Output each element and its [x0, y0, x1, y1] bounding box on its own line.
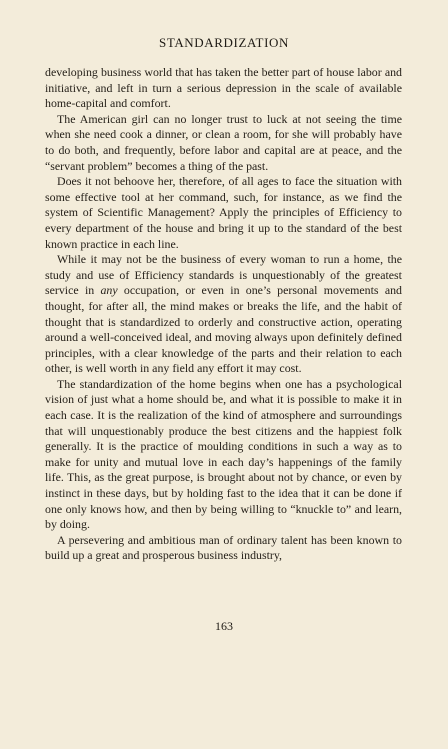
- body-text: [45, 65, 402, 564]
- paragraph-american-girl: The American girl can no longer trust to luck at not seeing the time when she need cook a dinner, or clean a room, for she will probably have to do both, and frequently, before labor and capital are at peace, and the “servant problem” becomes a thing of the past.: [45, 111, 402, 173]
- paragraph-efficiency-standards: [45, 252, 402, 377]
- paragraph-text-before: While it may not be the business of every woman to run a home, the study and use of Efficiency standards is unquestionably of the greatest service in: [45, 252, 402, 298]
- paragraph-persevering-man: A persevering and ambitious man of ordinary talent has been known to build up a great and prosperous business industry,: [45, 532, 402, 563]
- paragraph-text-after: occupation, or even in one’s personal movements and thought, for after all, the mind makes or breaks the life, and the habit of thought that is standardized to orderly and constructive action, operating around a well-conceived ideal, and moving always upon definitely defined principles, with a clear knowledge of the parts and their relation to each other, is well worth in any field any effort it may cost.: [45, 283, 402, 376]
- paragraph-continued: developing business world that has taken the better part of house labor and initiative, and left in turn a serious depression in the scale of available home-capital and comfort.: [45, 65, 402, 111]
- paragraph-behoove: Does it not behoove her, therefore, of all ages to face the situation with some effective tool at her command, such, for instance, as we find the system of Scientific Management? Apply the principles of Efficiency to every department of the house and bring it up to the standard of the best known practice in each line.: [45, 174, 402, 251]
- paragraph-standardization-of-home: The standardization of the home begins when one has a psychological vision of just what a home should be, and what it is possible to make it in each case. It is the realization of the kind of atmosphere and surroundings that will unquestionably produce the best citizens and the happiest folk generally. It is the practice of moulding conditions in such a way as to make for unity and mutual love in each day’s happenings of the family life. This, as the great purpose, is brought about not by chance, or even by instinct in these days, but by holding fast to the idea that it can be done if one only knows how, and then by being willing to “knuckle to” and learn, by doing.: [45, 376, 402, 532]
- running-title: STANDARDIZATION: [158, 35, 289, 50]
- page-number: 163: [215, 619, 233, 633]
- emphasized-word: any: [100, 283, 118, 298]
